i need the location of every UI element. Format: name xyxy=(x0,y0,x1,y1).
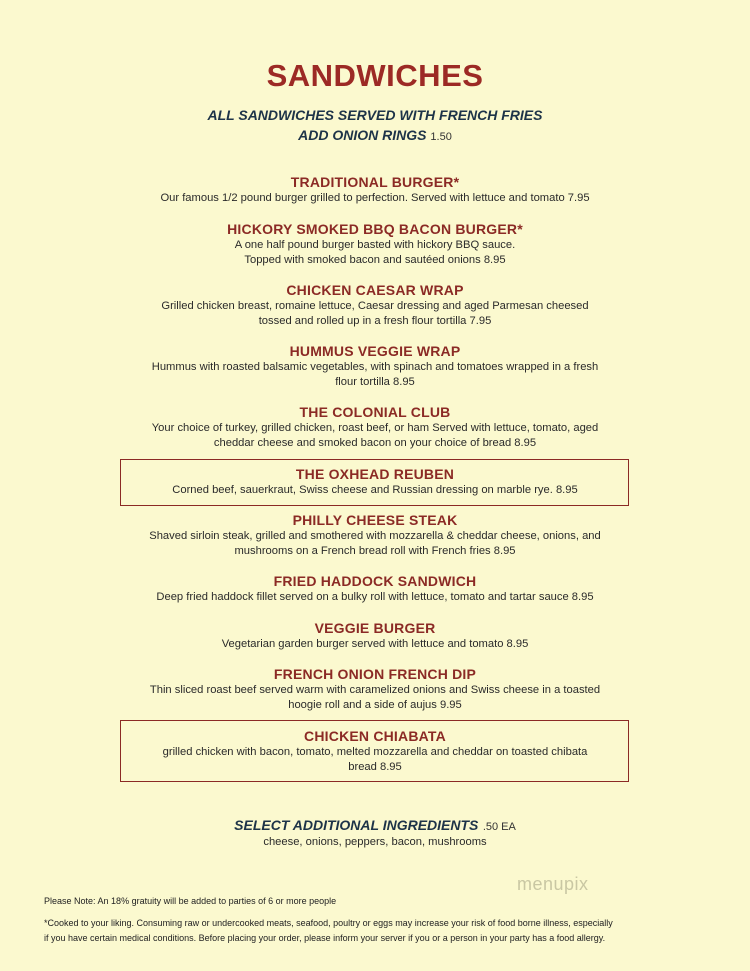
disclaimer-line: if you have certain medical conditions. Before placing your order, please inform your server if you or a person in your party has a food allergy. xyxy=(44,933,606,943)
menu-item-colonial-club xyxy=(130,404,620,451)
item-desc: Vegetarian garden burger served with lettuce and tomato 8.95 xyxy=(221,638,529,650)
item-desc: Our famous 1/2 pound burger grilled to perfection. Served with lettuce and tomato 7.95 xyxy=(160,192,590,204)
menu-item-fried-haddock xyxy=(130,573,620,605)
additional-title: SELECT ADDITIONAL INGREDIENTS xyxy=(234,817,479,833)
item-name: FRIED HADDOCK SANDWICH xyxy=(273,573,477,589)
onion-rings-price: 1.50 xyxy=(430,131,452,143)
item-name: PHILLY CHEESE STEAK xyxy=(292,512,458,528)
additional-list: cheese, onions, peppers, bacon, mushrooms xyxy=(263,836,487,848)
item-name: VEGGIE BURGER xyxy=(314,620,436,636)
menu-item-traditional-burger xyxy=(130,174,620,206)
item-desc: bread 8.95 xyxy=(348,761,402,773)
item-desc: grilled chicken with bacon, tomato, melted mozzarella and cheddar on toasted chibata xyxy=(162,746,588,758)
item-desc: A one half pound burger basted with hickory BBQ sauce. xyxy=(234,239,516,251)
item-desc: cheddar cheese and smoked bacon on your choice of bread 8.95 xyxy=(213,437,537,449)
item-name: CHICKEN CAESAR WRAP xyxy=(286,282,464,298)
item-desc: Corned beef, sauerkraut, Swiss cheese and Russian dressing on marble rye. 8.95 xyxy=(172,484,578,496)
item-name: THE COLONIAL CLUB xyxy=(299,404,451,420)
subtitle-fries: ALL SANDWICHES SERVED WITH FRENCH FRIES xyxy=(207,107,543,123)
item-desc: Thin sliced roast beef served warm with caramelized onions and Swiss cheese in a toasted xyxy=(149,684,601,696)
item-name: FRENCH ONION FRENCH DIP xyxy=(273,666,477,682)
disclaimer-line: *Cooked to your liking. Consuming raw or undercooked meats, seafood, poultry or eggs may increase your risk of food borne illness, especially xyxy=(44,918,613,928)
additional-price: .50 EA xyxy=(482,821,516,833)
menu-item-chicken-caesar-wrap xyxy=(130,282,620,329)
menu-item-veggie-burger xyxy=(130,620,620,652)
onion-rings-label: ADD ONION RINGS xyxy=(298,127,427,143)
disclaimer-note xyxy=(44,916,664,946)
item-desc: mushrooms on a French bread roll with French fries 8.95 xyxy=(234,545,516,557)
gratuity-text: An 18% gratuity will be added to parties of 6 or more people xyxy=(97,896,337,906)
menu-item-philly-cheese-steak xyxy=(130,512,620,559)
menu-item-chicken-chiabata xyxy=(130,728,620,775)
item-desc: Topped with smoked bacon and sautéed onions 8.95 xyxy=(244,254,506,266)
item-desc: Shaved sirloin steak, grilled and smothered with mozzarella & cheddar cheese, onions, and xyxy=(149,530,601,542)
menu-item-oxhead-reuben xyxy=(130,466,620,498)
gratuity-label: Please Note: xyxy=(44,896,96,906)
page-title: SANDWICHES xyxy=(266,58,484,93)
item-name: TRADITIONAL BURGER* xyxy=(290,174,460,190)
item-desc: Hummus with roasted balsamic vegetables, with spinach and tomatoes wrapped in a fresh xyxy=(151,361,599,373)
item-name: HUMMUS VEGGIE WRAP xyxy=(289,343,461,359)
item-desc: Grilled chicken breast, romaine lettuce, Caesar dressing and aged Parmesan cheesed xyxy=(161,300,589,312)
additional-ingredients xyxy=(0,817,750,848)
item-name: THE OXHEAD REUBEN xyxy=(295,466,455,482)
item-name: CHICKEN CHIABATA xyxy=(304,728,446,744)
menupix-watermark: menupix xyxy=(517,874,589,894)
menu-item-french-onion-dip xyxy=(130,666,620,713)
item-desc: tossed and rolled up in a fresh flour tortilla 7.95 xyxy=(258,315,492,327)
item-desc: Your choice of turkey, grilled chicken, roast beef, or ham Served with lettuce, tomato, aged xyxy=(151,422,599,434)
menu-item-hummus-veggie-wrap xyxy=(130,343,620,390)
subtitle-onion-rings xyxy=(0,127,750,143)
item-desc: hoogie roll and a side of aujus 9.95 xyxy=(288,699,462,711)
gratuity-note xyxy=(44,894,664,909)
item-desc: Deep fried haddock fillet served on a bulky roll with lettuce, tomato and tartar sauce 8.95 xyxy=(156,591,594,603)
item-desc: flour tortilla 8.95 xyxy=(335,376,415,388)
menu-item-hickory-bbq-burger xyxy=(130,221,620,268)
item-name: HICKORY SMOKED BBQ BACON BURGER* xyxy=(227,221,523,237)
